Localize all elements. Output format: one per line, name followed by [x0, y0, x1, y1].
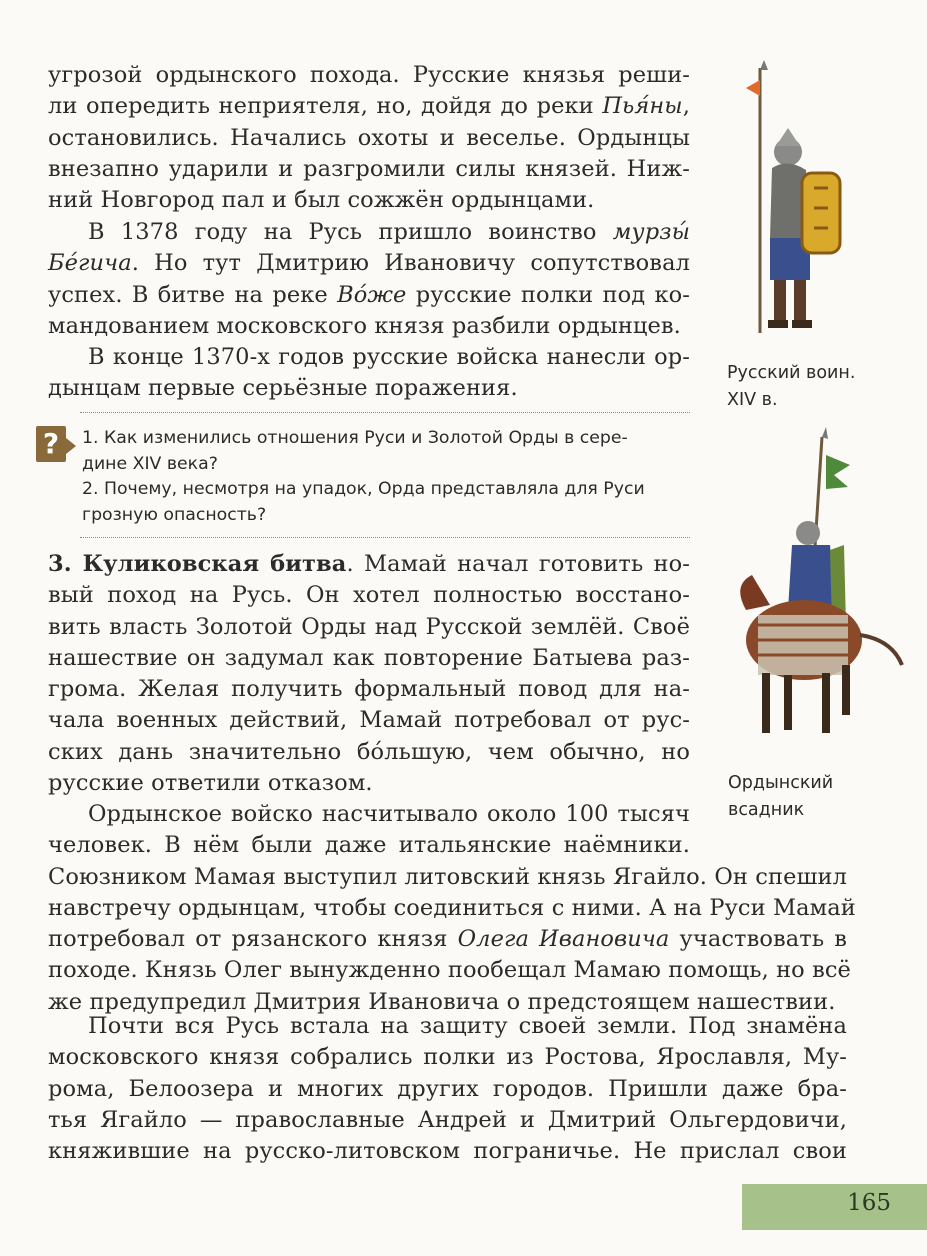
text-line: вый поход на Русь. Он хотел полностью восстано- — [48, 582, 690, 609]
text-line: угрозой ордынского похода. Русские князья реши- — [48, 62, 690, 88]
paragraph-1370 — [48, 342, 690, 405]
text-fragment: , — [682, 93, 690, 120]
river-name: Пья́ны — [602, 93, 683, 120]
text-line: московского князя собрались полки из Ростова, Ярославля, Му- — [48, 1044, 847, 1071]
text-fragment: . Мамай начал готовить но- — [346, 551, 691, 577]
text-line: человек. В нём были даже итальянские наёмники. — [48, 832, 690, 859]
text-line: нашествие он задумал как повторение Батыева раз- — [48, 644, 690, 671]
text-line: рома, Белоозера и многих других городов. Пришли даже бра- — [48, 1075, 847, 1102]
paragraph-rus — [48, 1011, 847, 1167]
question-line: грозную опасность? — [82, 504, 267, 525]
question-icon — [36, 426, 66, 462]
text-line: В конце 1370-х годов русские войска нанесли ор- — [88, 344, 690, 370]
italic-term: Бе́гича — [48, 250, 132, 277]
question-line: дине XIV века? — [82, 453, 218, 474]
text-fragment: русские полки под ко- — [406, 281, 690, 308]
text-line — [48, 549, 690, 580]
divider — [80, 537, 690, 538]
text-line: Союзником Мамая выступил литовский князь Ягайло. Он спешил — [48, 863, 847, 890]
text-line — [48, 91, 690, 122]
text-line: мандованием московского князя разбили ордынцев. — [48, 312, 681, 339]
text-fragment: участвовать в — [669, 926, 847, 953]
text-line: тья Ягайло — православные Андрей и Дмитрий Ольгердовичи, — [48, 1106, 847, 1133]
text-fragment: потребовал от рязанского князя — [48, 926, 458, 953]
russian-warrior-illustration — [740, 58, 860, 348]
horde-rider-illustration — [722, 425, 912, 765]
paragraph-top — [48, 60, 690, 216]
caption-line: Ордынский — [728, 773, 834, 793]
text-line: грома. Желая получить формальный повод для на- — [48, 676, 690, 703]
paragraph-army — [48, 799, 690, 862]
text-fragment: ли опередить неприятеля, но, дойдя до реки — [48, 93, 603, 120]
caption-line: Русский воин. — [727, 363, 856, 383]
italic-name: Олега Ивановича — [457, 926, 670, 953]
question-line: 2. Почему, несмотря на упадок, Орда представляла для Руси — [82, 479, 645, 499]
text-line: княжившие на русско-литовском пограничье. Не прислал свои — [48, 1138, 847, 1165]
text-line: походе. Князь Олег вынужденно пообещал Мамаю помощь, но всё — [48, 957, 851, 984]
question-mark: ? — [42, 427, 60, 460]
text-line — [48, 924, 847, 955]
paragraph-army-wide — [48, 862, 856, 1018]
text-line — [48, 280, 690, 311]
questions-list — [82, 426, 692, 528]
text-line: остановились. Начались охоты и веселье. Ордынцы — [48, 124, 690, 151]
text-line: ний Новгород пал и был сожжён ордынцами. — [48, 187, 595, 214]
text-fragment: . Но тут Дмитрию Ивановичу сопутствовал — [131, 250, 690, 277]
caption-horde-rider — [728, 770, 833, 824]
paragraph-1378 — [48, 217, 690, 342]
text-line: русские ответили отказом. — [48, 770, 373, 797]
text-line — [48, 217, 690, 248]
caption-line: всадник — [728, 800, 805, 820]
text-line — [48, 248, 690, 279]
section-heading: 3. Куликовская битва — [48, 551, 347, 577]
text-line: внезапно ударили и разгромили силы князей. Ниж- — [48, 155, 690, 182]
divider — [80, 412, 690, 413]
page-number: 165 — [847, 1190, 891, 1216]
question-line: 1. Как изменились отношения Руси и Золотой Орды в сере- — [82, 428, 628, 448]
river-name: Во́же — [337, 281, 407, 308]
text-line: чала военных действий, Мамай потребовал от рус- — [48, 707, 690, 734]
text-line: навстречу ордынцам, чтобы соединиться с ними. А на Руси Мамай — [48, 894, 856, 921]
text-line: дынцам первые серьёзные поражения. — [48, 375, 518, 402]
text-line: Ордынское войско насчитывало около 100 тысяч — [88, 801, 690, 827]
caption-line: XIV в. — [727, 390, 778, 410]
text-line: ских дань значительно бо́льшую, чем обычно, но — [48, 738, 690, 765]
page-number-bar — [742, 1184, 927, 1230]
italic-term: мурзы́ — [612, 219, 690, 245]
text-fragment: В 1378 году на Русь пришло воинство — [88, 219, 613, 245]
text-line: вить власть Золотой Орды над Русской землёй. Своё — [48, 613, 690, 640]
caption-russian-warrior — [727, 360, 855, 414]
text-line: же предупредил Дмитрия Ивановича о предстоящем нашествии. — [48, 988, 836, 1015]
text-line: Почти вся Русь встала на защиту своей земли. Под знамёна — [88, 1013, 847, 1039]
section-kulikovo — [48, 549, 690, 799]
text-fragment: успех. В битве на реке — [48, 281, 338, 308]
